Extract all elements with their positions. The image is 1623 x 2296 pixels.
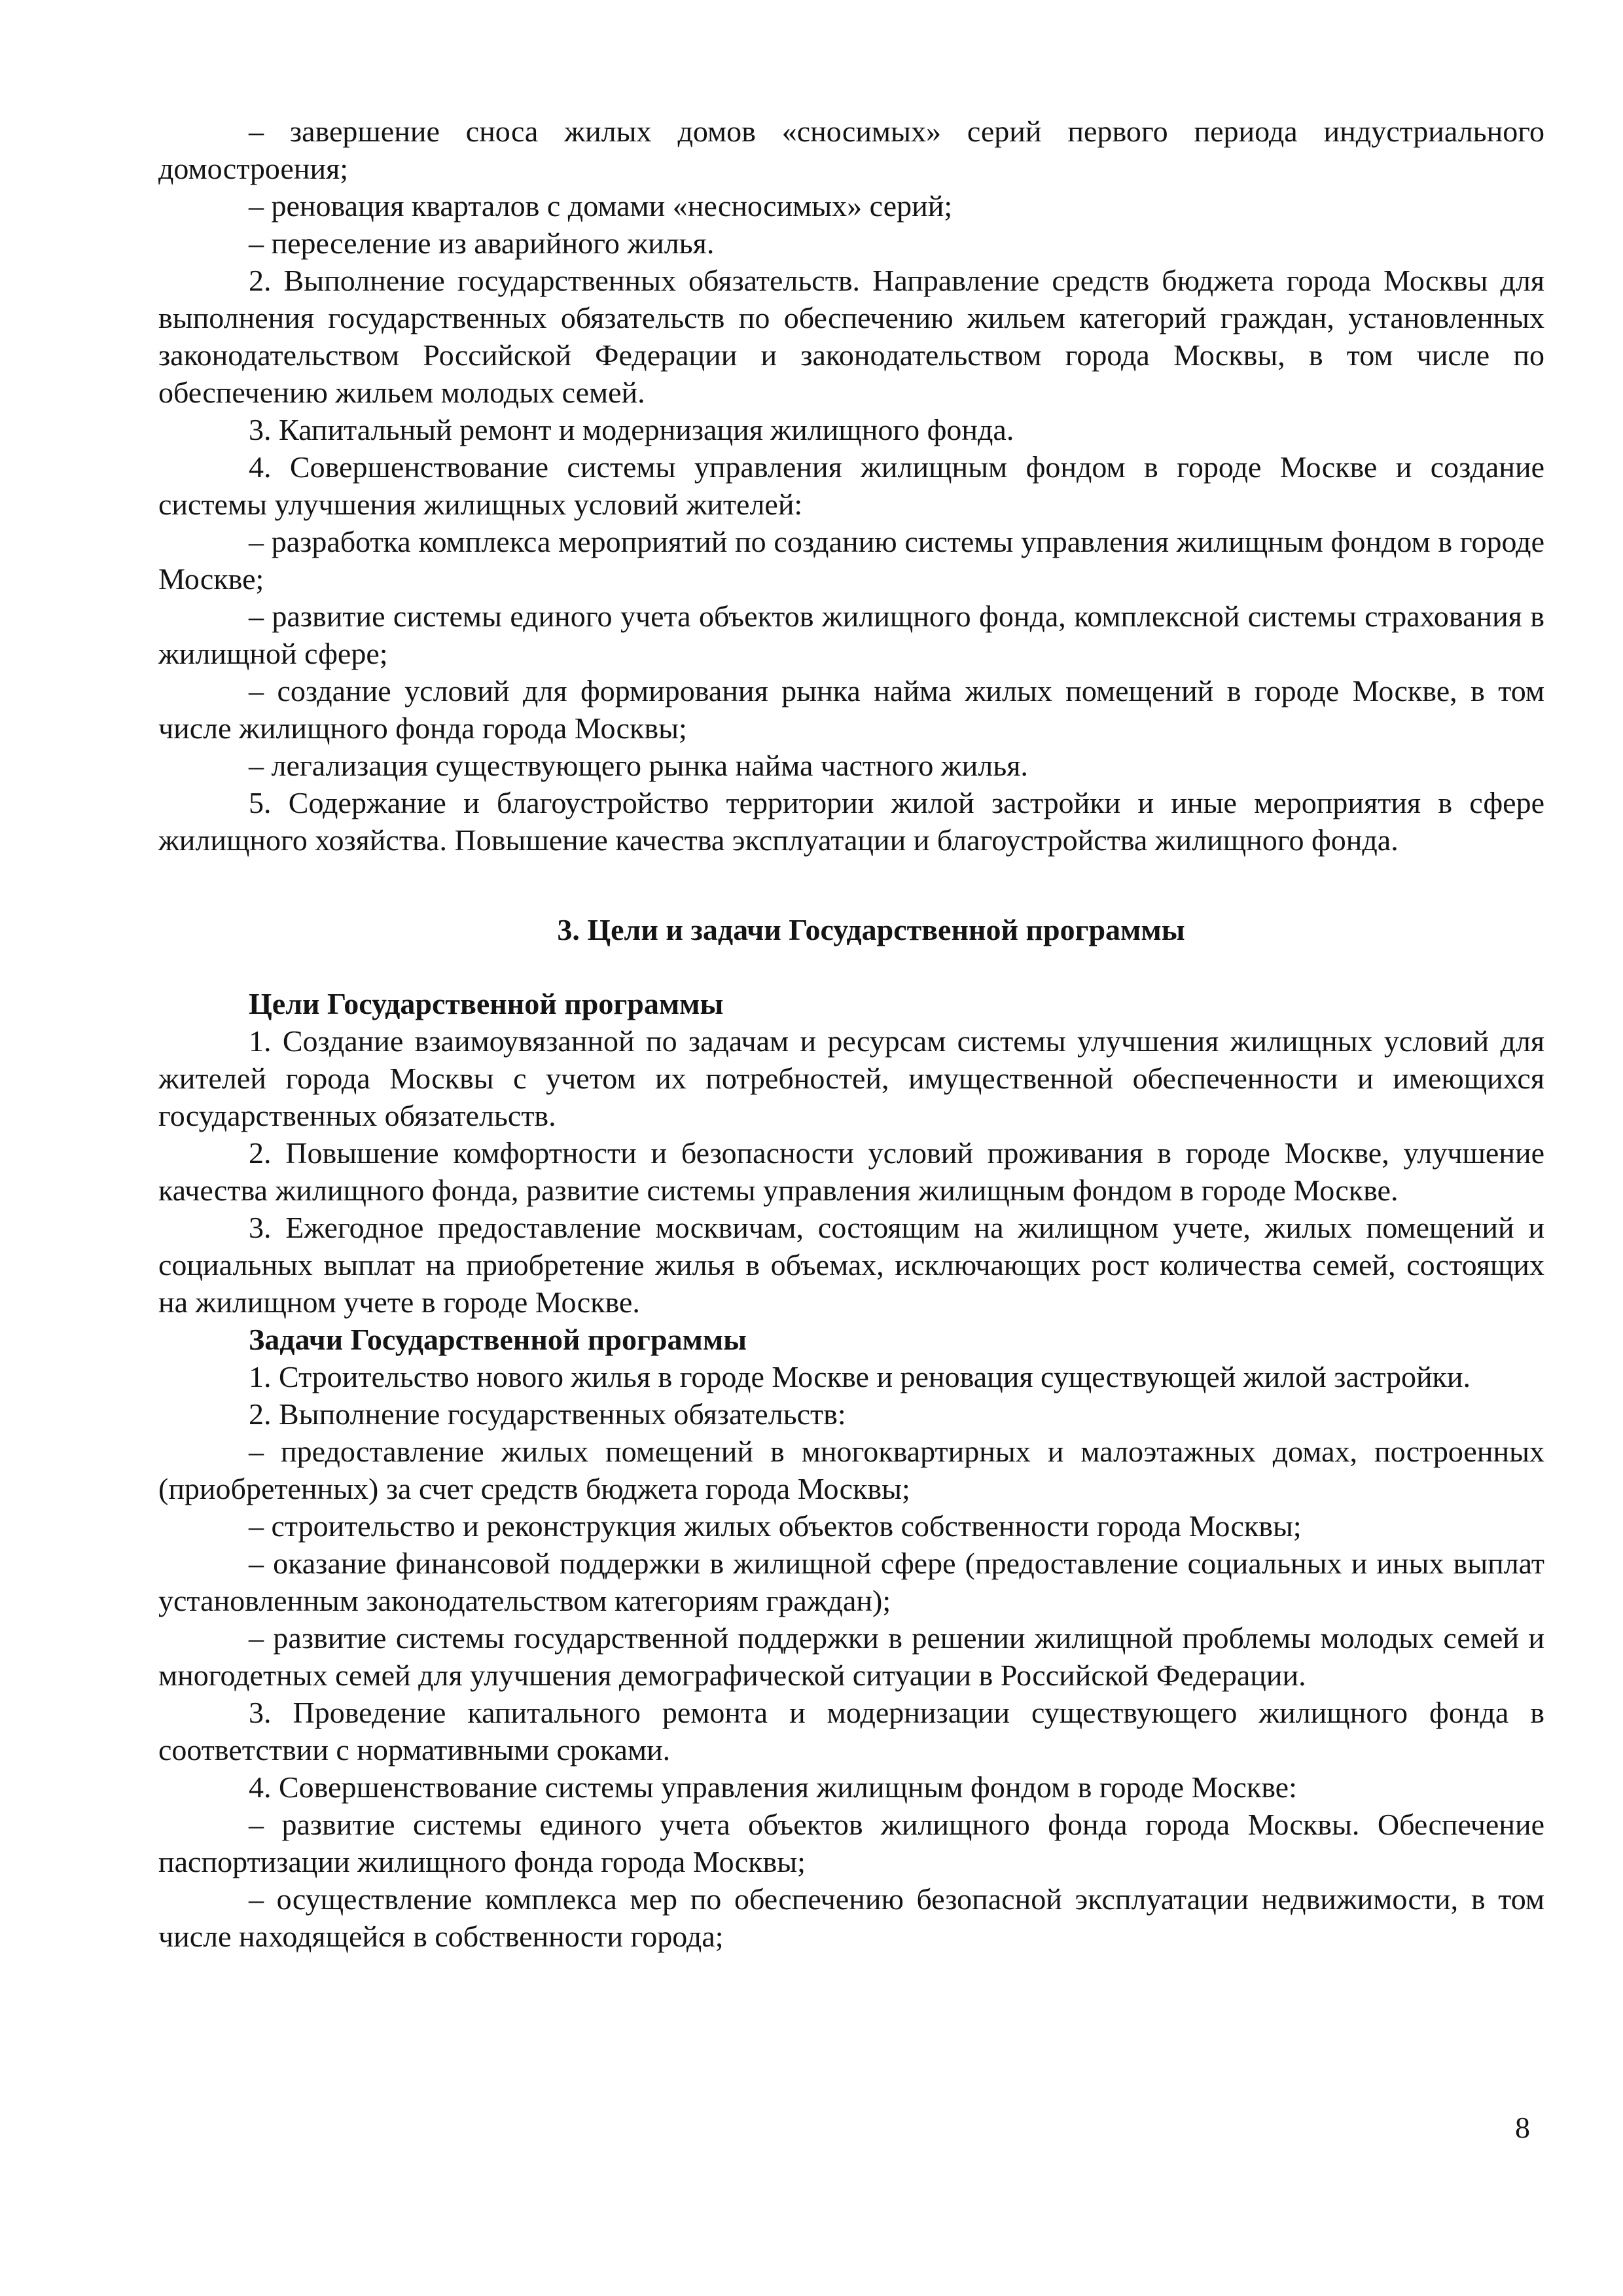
goal-item: 2. Повышение комфортности и безопасности условий проживания в городе Москве, улучшение качества жилищного фонда, развитие системы управления жилищным фондом в городе Москве. (158, 1136, 1544, 1207)
goal-item: 3. Ежегодное предоставление москвичам, состоящим на жилищном учете, жилых помещений и социальных выплат на приобретение жилья в объемах, исключающих рост количества семей, состоящих на жилищном учете в городе Москве. (158, 1211, 1544, 1319)
task-item: 1. Строительство нового жилья в городе Москве и реновация существующей жилой застройки. (249, 1360, 1471, 1393)
section-title: 3. Цели и задачи Государственной программы (557, 913, 1185, 946)
paragraph: – реновация кварталов с домами «несносимых» серий; (249, 189, 953, 223)
task-item: – осуществление комплекса мер по обеспечению безопасной эксплуатации недвижимости, в том числе находящейся в собственности города; (158, 1882, 1544, 1953)
task-item: – развитие системы государственной поддержки в решении жилищной проблемы молодых семей и многодетных семей для улучшения демографической ситуации в Российской Федерации. (158, 1621, 1544, 1692)
paragraph: – создание условий для формирования рынка найма жилых помещений в городе Москве, в том числе жилищного фонда города Москвы; (158, 674, 1544, 745)
paragraph: – разработка комплекса мероприятий по созданию системы управления жилищным фондом в городе Москве; (158, 525, 1544, 596)
task-item: 2. Выполнение государственных обязательств: (249, 1397, 846, 1431)
paragraph: – легализация существующего рынка найма частного жилья. (249, 749, 1028, 782)
tasks-heading: Задачи Государственной программы (249, 1323, 747, 1356)
task-item: – оказание финансовой поддержки в жилищной сфере (предоставление социальных и иных выплат установленным законодательством категориям граждан); (158, 1547, 1544, 1617)
spacer (158, 948, 1544, 985)
task-item: – предоставление жилых помещений в многоквартирных и малоэтажных домах, построенных (приобретенных) за счет средств бюджета города Москвы; (158, 1435, 1544, 1505)
paragraph: 2. Выполнение государственных обязательств. Направление средств бюджета города Москвы для выполнения государственных обязательств по обеспечению жильем категорий граждан, установленных законодательством Российской Федерации и законодательством города Москвы, в том числе по обеспечению жильем молодых семей. (158, 264, 1544, 409)
paragraph: 4. Совершенствование системы управления жилищным фондом в городе Москве и создание системы улучшения жилищных условий жителей: (158, 450, 1544, 521)
paragraph: – развитие системы единого учета объектов жилищного фонда, комплексной системы страхования в жилищной сфере; (158, 600, 1544, 670)
spacer (158, 859, 1544, 911)
goal-item: 1. Создание взаимоувязанной по задачам и ресурсам системы улучшения жилищных условий для жителей города Москвы с учетом их потребностей, имущественной обеспеченности и имеющихся государственных обязательств. (158, 1024, 1544, 1132)
task-item: – строительство и реконструкция жилых объектов собственности города Москвы; (249, 1509, 1302, 1543)
document-body (158, 113, 1544, 1955)
task-item: 3. Проведение капитального ремонта и модернизации существующего жилищного фонда в соответствии с нормативными сроками. (158, 1696, 1544, 1767)
task-item: 4. Совершенствование системы управления жилищным фондом в городе Москве: (249, 1770, 1297, 1804)
paragraph: – переселение из аварийного жилья. (249, 226, 715, 260)
paragraph: 3. Капитальный ремонт и модернизация жилищного фонда. (249, 413, 1014, 446)
goals-heading: Цели Государственной программы (249, 987, 724, 1020)
task-item: – развитие системы единого учета объектов жилищного фонда города Москвы. Обеспечение паспортизации жилищного фонда города Москвы; (158, 1808, 1544, 1878)
paragraph: 5. Содержание и благоустройство территории жилой застройки и иные мероприятия в сфере жилищного хозяйства. Повышение качества эксплуатации и благоустройства жилищного фонда. (158, 786, 1544, 857)
paragraph: – завершение сноса жилых домов «сносимых» серий первого периода индустриального домостроения; (158, 115, 1544, 185)
page-number: 8 (1515, 2111, 1530, 2144)
